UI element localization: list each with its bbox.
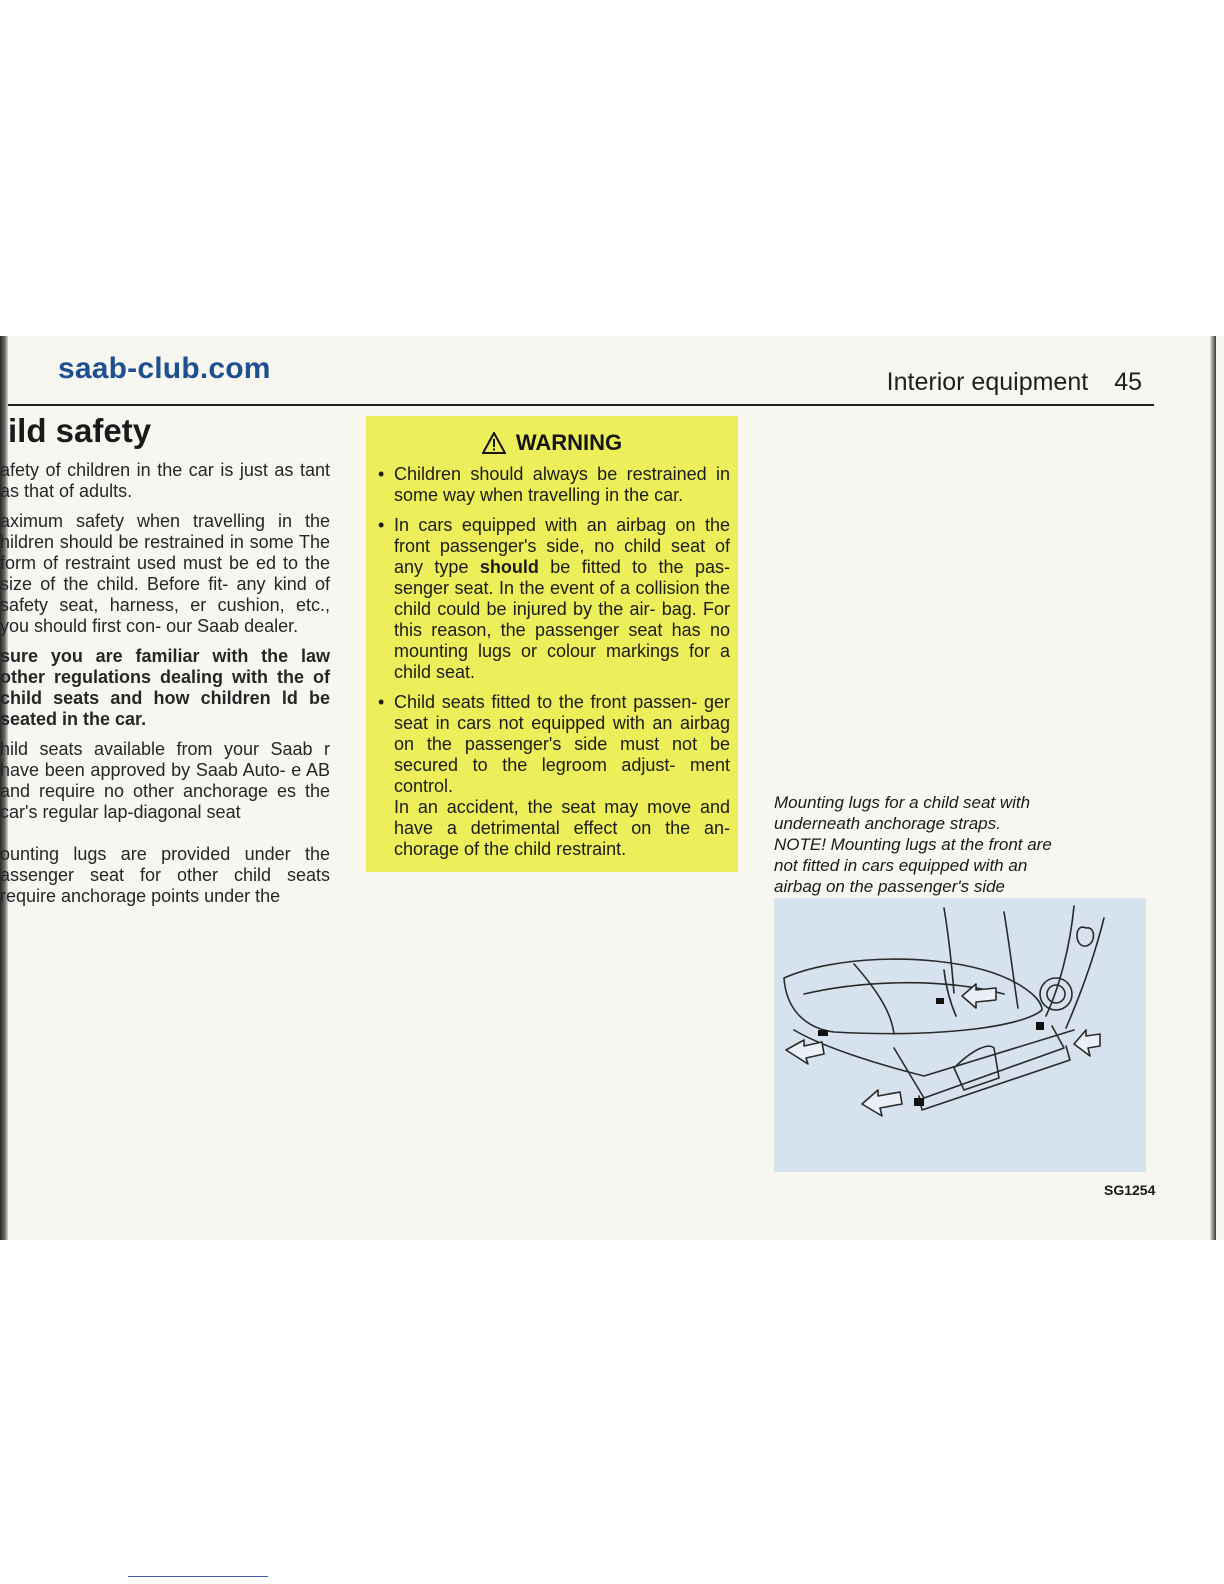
paragraph: ounting lugs are provided under the assenger seat for other child seats require anchorage points under the [0, 844, 330, 906]
bullet-icon: • [378, 515, 385, 535]
running-header [887, 368, 1142, 397]
warning-label: WARNING [515, 430, 623, 455]
text-run: In cars equipped with an airbag on the front passenger's side, no child seat of any type [394, 515, 730, 577]
seat-illustration [774, 898, 1146, 1172]
warning-item [374, 515, 730, 683]
warning-text [394, 515, 730, 683]
warning-list [374, 464, 730, 869]
warning-box [366, 416, 738, 872]
figure-code: SG1254 [1104, 1182, 1156, 1198]
text-run: be fitted to the pas- senger seat. In the event of a collision the child could be injured by the air- bag. For this reason, the passenger seat has no mounting lugs or colour markings for a child seat. [394, 557, 730, 682]
caption-line: airbag on the passenger's side [774, 877, 1006, 896]
warning-title [366, 430, 738, 460]
scanned-page [0, 336, 1224, 1240]
arrow-icon [962, 984, 996, 1008]
paragraph: aximum safety when travelling in the hildren should be restrained in some The form of restraint used must be ed to the size of the child. Before fit- any kind of safety seat, harness, er cushion, etc., you should first con- our Saab dealer. [0, 511, 330, 636]
caption-line: Mounting lugs for a child seat with [774, 793, 1031, 812]
warning-item [374, 464, 730, 506]
warning-triangle-icon [482, 432, 506, 460]
paragraph-bold: sure you are familiar with the law other regulations dealing with the of child seats and how children ld be seated in the car. [0, 646, 330, 729]
bullet-icon: • [378, 692, 385, 712]
figure-caption [774, 792, 1104, 897]
page-number: 45 [1114, 368, 1142, 396]
book-binding-right [1210, 336, 1216, 1240]
site-logo[interactable]: saab-club.com [58, 352, 271, 385]
warning-text: Children should always be restrained in some way when travelling in the car. [394, 464, 730, 505]
header-rule [8, 404, 1154, 406]
arrow-icon [862, 1090, 902, 1116]
warning-text: Child seats fitted to the front passen- ger seat in cars not equipped with an airbag on the passenger's side must not be secured to the legroom adjust- ment control. [394, 692, 730, 796]
caption-line: underneath anchorage straps. [774, 814, 1001, 833]
emphasis: should [479, 557, 539, 577]
left-column [0, 460, 330, 916]
arrow-icon [1074, 1030, 1100, 1056]
caption-line: not fitted in cars equipped with an [774, 856, 1028, 875]
section-name: Interior equipment [886, 368, 1089, 396]
caption-line: NOTE! Mounting lugs at the front are [774, 835, 1052, 854]
arrow-icon [786, 1040, 824, 1064]
warning-item [374, 692, 730, 860]
footnote-rule [128, 1576, 268, 1577]
paragraph: afety of children in the car is just as tant as that of adults. [0, 460, 330, 501]
warning-text: In an accident, the seat may move and have a detrimental effect on the an- chorage of the child restraint. [394, 797, 730, 859]
bullet-icon: • [378, 464, 385, 484]
paragraph: hild seats available from your Saab r have been approved by Saab Auto- e AB and require no other anchorage es the car's regular lap-diagonal seat [0, 739, 330, 822]
section-title: ild safety [8, 412, 152, 449]
